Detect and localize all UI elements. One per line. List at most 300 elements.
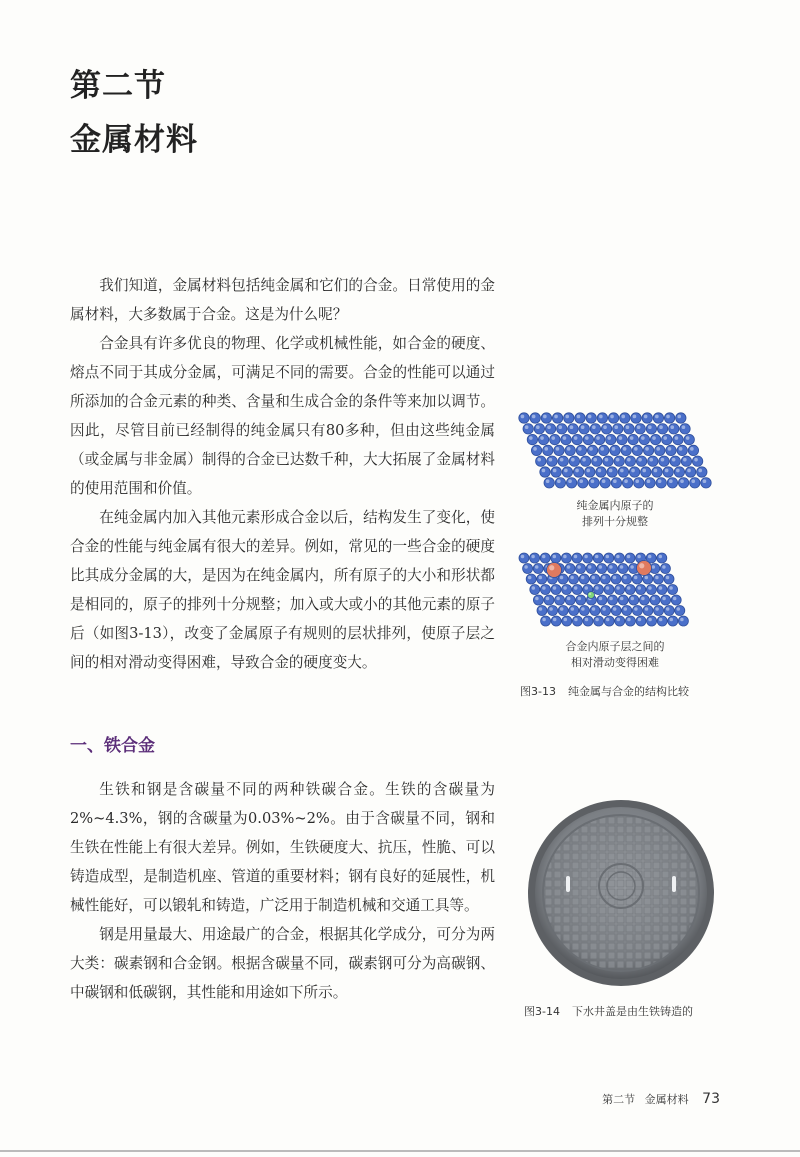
atom	[681, 456, 691, 466]
atom	[670, 456, 680, 466]
atom	[564, 413, 574, 423]
atom-highlight	[616, 555, 620, 559]
atom	[676, 413, 686, 423]
atom-highlight	[680, 618, 684, 622]
atom	[527, 434, 537, 444]
atom-highlight	[556, 597, 560, 601]
atom	[635, 424, 645, 434]
atom-highlight	[588, 565, 592, 569]
atom	[580, 456, 590, 466]
atom	[562, 467, 572, 477]
atom-highlight	[630, 565, 634, 569]
atom-highlight	[645, 576, 649, 580]
atom-highlight	[677, 415, 681, 419]
atom	[664, 413, 674, 423]
atom	[664, 606, 674, 616]
atom	[611, 574, 621, 584]
atom-highlight	[645, 447, 649, 451]
atom-highlight	[589, 593, 591, 595]
atom-highlight	[570, 576, 574, 580]
atom-highlight	[567, 565, 571, 569]
page-footer	[596, 1091, 720, 1107]
atom	[625, 553, 635, 563]
atom	[620, 413, 630, 423]
atom	[572, 616, 582, 626]
atom-highlight	[547, 425, 551, 429]
atom	[636, 616, 646, 626]
atom-highlight	[668, 447, 672, 451]
atom	[601, 424, 611, 434]
atom-highlight	[574, 436, 578, 440]
atom	[572, 585, 582, 595]
section-number: 第二节	[70, 68, 166, 104]
atom	[663, 467, 673, 477]
atom	[589, 478, 599, 488]
atom-highlight	[665, 469, 669, 473]
paragraph: 钢是用量最大、用途最广的合金，根据其化学成分，可分为两大类：碳素钢和合金钢。根据含碳量不同，碳素钢可分为高碳钢、中碳钢和低碳钢，其性能和用途如下所示。	[70, 926, 495, 1001]
atom	[680, 424, 690, 434]
atom-highlight	[683, 458, 687, 462]
atom	[562, 616, 572, 626]
atom-highlight	[525, 425, 529, 429]
atom-highlight	[647, 479, 651, 483]
atom	[643, 445, 653, 455]
figure-title: 下水井盖是由生铁铸造的	[571, 1005, 693, 1018]
atom-highlight	[549, 458, 553, 462]
atom-highlight	[536, 425, 540, 429]
section-heading-iron-alloy: 一、铁合金	[70, 736, 155, 756]
atom	[600, 478, 610, 488]
atom-highlight	[669, 586, 673, 590]
atom-highlight	[652, 597, 656, 601]
atom-highlight	[663, 436, 667, 440]
atom-highlight	[542, 469, 546, 473]
atom-highlight	[609, 597, 613, 601]
atom	[610, 445, 620, 455]
atom-highlight	[682, 425, 686, 429]
atom-highlight	[606, 618, 610, 622]
atom-highlight	[641, 597, 645, 601]
atom	[625, 585, 635, 595]
pure-metal-lattice-image	[516, 410, 716, 492]
atom-highlight	[679, 447, 683, 451]
atom-highlight	[672, 458, 676, 462]
atom-highlight	[595, 555, 599, 559]
atom-highlight	[652, 565, 656, 569]
atom-highlight	[614, 425, 618, 429]
atom	[608, 595, 618, 605]
atom-highlight	[567, 597, 571, 601]
atom	[642, 413, 652, 423]
atom-highlight	[652, 436, 656, 440]
atom-highlight	[648, 618, 652, 622]
paragraph: 我们知道，金属材料包括纯金属和它们的合金。日常使用的金属材料，大多数属于合金。这是为什么呢？	[70, 277, 495, 323]
atom-highlight	[575, 469, 579, 473]
atom-highlight	[641, 436, 645, 440]
atom	[565, 445, 575, 455]
atom-highlight	[542, 586, 546, 590]
atom-highlight	[528, 576, 532, 580]
atom	[662, 434, 672, 444]
atom	[625, 456, 635, 466]
atom-highlight	[655, 415, 659, 419]
atom	[523, 564, 533, 574]
atom-highlight	[581, 425, 585, 429]
atom	[565, 595, 575, 605]
pure-metal-caption	[540, 498, 690, 530]
atom	[669, 424, 679, 434]
atom	[664, 574, 674, 584]
atom	[594, 434, 604, 444]
atom	[631, 413, 641, 423]
atom-highlight	[661, 458, 665, 462]
atom	[576, 564, 586, 574]
atom-highlight	[574, 555, 578, 559]
atom-highlight	[631, 469, 635, 473]
paragraph: 在纯金属内加入其他元素形成合金以后，结构发生了变化，使合金的性能与纯金属有很大的差异。例如，常见的一些合金的硬度比其成分金属的大，是因为在纯金属内，所有原子的大小和形状都是相同的，原子的排列十分规整；加入或大或小的其他元素的原子后（如图3-13），改变了金属原子有规则的层状排列，使原子层之间的相对滑动变得困难，导致合金的硬度变大。	[70, 509, 495, 671]
atom-highlight	[588, 415, 592, 419]
atom	[575, 413, 585, 423]
atom	[547, 456, 557, 466]
atom	[604, 585, 614, 595]
atom	[597, 564, 607, 574]
atom-highlight	[524, 565, 528, 569]
atom	[604, 616, 614, 626]
atom-highlight	[529, 436, 533, 440]
atom	[551, 585, 561, 595]
atom	[661, 595, 671, 605]
atom-highlight	[609, 565, 613, 569]
atom-highlight	[627, 458, 631, 462]
atom	[648, 456, 658, 466]
atom-highlight	[543, 415, 547, 419]
atom-highlight	[676, 469, 680, 473]
atom	[568, 424, 578, 434]
atom	[629, 595, 639, 605]
atom	[607, 564, 617, 574]
atom-highlight	[658, 479, 662, 483]
atom-highlight	[556, 447, 560, 451]
figure-13-label	[520, 683, 689, 699]
atom-highlight	[533, 447, 537, 451]
page-title: 金属材料	[70, 122, 198, 158]
atom	[685, 467, 695, 477]
atom-highlight	[571, 458, 575, 462]
atom	[541, 413, 551, 423]
atom	[579, 606, 589, 616]
atom	[646, 424, 656, 434]
atom-highlight	[593, 458, 597, 462]
atom-highlight	[606, 555, 610, 559]
atom	[543, 445, 553, 455]
footer-title: 金属材料	[644, 1093, 689, 1106]
atom-highlight	[592, 576, 596, 580]
atom-highlight	[563, 586, 567, 590]
atom	[656, 478, 666, 488]
atom	[569, 606, 579, 616]
atom-highlight	[602, 479, 606, 483]
atom-highlight	[648, 425, 652, 429]
atom-highlight	[579, 479, 583, 483]
atom	[593, 553, 603, 563]
atom-highlight	[623, 576, 627, 580]
atom-highlight	[599, 415, 603, 419]
atom-highlight	[602, 576, 606, 580]
atom	[578, 478, 588, 488]
atom-highlight	[521, 415, 525, 419]
atom	[655, 445, 665, 455]
atom-highlight	[521, 555, 525, 559]
atom-highlight	[549, 565, 554, 570]
atom-highlight	[553, 586, 557, 590]
atom-highlight	[691, 479, 695, 483]
atom	[534, 424, 544, 434]
atom	[587, 445, 597, 455]
atom-highlight	[600, 447, 604, 451]
atom	[607, 467, 617, 477]
atom	[684, 434, 694, 444]
atom	[576, 595, 586, 605]
atom	[544, 595, 554, 605]
atom	[562, 585, 572, 595]
atom-highlight	[694, 458, 698, 462]
atom	[519, 413, 529, 423]
atom	[540, 467, 550, 477]
atom-highlight	[532, 586, 536, 590]
atom-highlight	[595, 586, 599, 590]
atom-highlight	[623, 447, 627, 451]
atom-highlight	[656, 447, 660, 451]
atom-highlight	[662, 597, 666, 601]
atom	[697, 467, 707, 477]
atom	[613, 424, 623, 434]
atom	[536, 456, 546, 466]
atom	[554, 445, 564, 455]
atom	[668, 616, 678, 626]
atom-highlight	[558, 425, 562, 429]
atom	[604, 553, 614, 563]
atom	[538, 434, 548, 444]
atom	[548, 606, 558, 616]
atom-highlight	[581, 576, 585, 580]
figure-number: 图3-14	[524, 1005, 560, 1018]
atom	[561, 434, 571, 444]
atom-highlight	[686, 436, 690, 440]
atom-highlight	[620, 597, 624, 601]
atom-highlight	[638, 458, 642, 462]
atom	[583, 553, 593, 563]
atom-highlight	[554, 415, 558, 419]
atom-highlight	[574, 618, 578, 622]
atom	[579, 574, 589, 584]
atom-highlight	[621, 415, 625, 419]
atom	[628, 434, 638, 444]
atom	[608, 413, 618, 423]
atom	[615, 616, 625, 626]
atom-highlight	[551, 436, 555, 440]
atom-highlight	[637, 425, 641, 429]
caption-line: 合金内原子层之间的	[565, 640, 665, 653]
atom	[657, 424, 667, 434]
atom-highlight	[616, 458, 620, 462]
atom-highlight	[599, 597, 603, 601]
atom	[618, 467, 628, 477]
atom-highlight	[677, 607, 681, 611]
atom	[519, 553, 529, 563]
atom-highlight	[627, 586, 631, 590]
atom	[569, 456, 579, 466]
atom-highlight	[673, 597, 677, 601]
atom	[611, 606, 621, 616]
atom	[629, 467, 639, 477]
atom-highlight	[609, 469, 613, 473]
atom	[596, 467, 606, 477]
atom-highlight	[539, 576, 543, 580]
atom	[632, 606, 642, 616]
atom	[615, 585, 625, 595]
atom	[530, 413, 540, 423]
atom-highlight	[574, 586, 578, 590]
atom	[583, 434, 593, 444]
atom	[632, 445, 642, 455]
atom-highlight	[619, 436, 623, 440]
atom-highlight	[675, 436, 679, 440]
atom	[657, 585, 667, 595]
atom	[652, 467, 662, 477]
atom-highlight	[568, 479, 572, 483]
atom	[671, 595, 681, 605]
atom	[541, 616, 551, 626]
atom	[673, 434, 683, 444]
atom-highlight	[586, 469, 590, 473]
atom-highlight	[624, 479, 628, 483]
atom-highlight	[599, 565, 603, 569]
atom	[688, 445, 698, 455]
atom-highlight	[585, 586, 589, 590]
atom-highlight	[535, 597, 539, 601]
atom-highlight	[537, 458, 541, 462]
figure-title: 纯金属与合金的结构比较	[567, 685, 689, 698]
atom	[573, 467, 583, 477]
atom	[586, 413, 596, 423]
atom	[618, 564, 628, 574]
atom-highlight	[564, 618, 568, 622]
atom	[588, 592, 595, 599]
atom	[540, 585, 550, 595]
atom-highlight	[630, 436, 634, 440]
atom	[639, 595, 649, 605]
atom-highlight	[560, 576, 564, 580]
atom-highlight	[626, 425, 630, 429]
atom	[530, 585, 540, 595]
atom-highlight	[549, 607, 553, 611]
atom-highlight	[613, 576, 617, 580]
atom-highlight	[670, 618, 674, 622]
atom-highlight	[602, 607, 606, 611]
atom-highlight	[606, 586, 610, 590]
atom	[614, 553, 624, 563]
atom-highlight	[659, 555, 663, 559]
atom	[636, 585, 646, 595]
atom	[572, 434, 582, 444]
atom	[645, 478, 655, 488]
atom-highlight	[645, 607, 649, 611]
atom	[531, 445, 541, 455]
atom-highlight	[649, 458, 653, 462]
atom	[537, 606, 547, 616]
atom	[637, 561, 652, 576]
atom-highlight	[659, 425, 663, 429]
atom-highlight	[598, 469, 602, 473]
atom	[551, 467, 561, 477]
atom-highlight	[578, 597, 582, 601]
atom	[592, 456, 602, 466]
figure-14-label	[524, 1003, 693, 1019]
atom	[523, 424, 533, 434]
atom	[634, 478, 644, 488]
atom-highlight	[687, 469, 691, 473]
atom-highlight	[544, 447, 548, 451]
atom	[692, 456, 702, 466]
atom-highlight	[581, 607, 585, 611]
atom	[544, 478, 554, 488]
atom-highlight	[560, 458, 564, 462]
atom-highlight	[560, 607, 564, 611]
atom	[643, 606, 653, 616]
atom-highlight	[648, 586, 652, 590]
atom-highlight	[644, 415, 648, 419]
atom-highlight	[634, 607, 638, 611]
intro-text	[70, 271, 495, 677]
atom-highlight	[542, 618, 546, 622]
atom	[555, 478, 565, 488]
atom-highlight	[670, 425, 674, 429]
caption-line: 排列十分规整	[582, 515, 648, 528]
atom-highlight	[690, 447, 694, 451]
atom	[657, 553, 667, 563]
atom	[576, 445, 586, 455]
atom	[674, 467, 684, 477]
atom-highlight	[612, 447, 616, 451]
atom-highlight	[553, 555, 557, 559]
atom-highlight	[655, 576, 659, 580]
atom-highlight	[638, 618, 642, 622]
atom	[593, 585, 603, 595]
atom	[641, 467, 651, 477]
atom	[654, 606, 664, 616]
page-number: 73	[702, 1091, 720, 1107]
atom	[545, 424, 555, 434]
atom	[624, 424, 634, 434]
atom-highlight	[563, 555, 567, 559]
atom-highlight	[603, 425, 607, 429]
atom	[590, 424, 600, 434]
atom	[551, 616, 561, 626]
atom	[601, 606, 611, 616]
atom	[647, 616, 657, 626]
atom-highlight	[680, 479, 684, 483]
atom	[622, 606, 632, 616]
atom	[646, 585, 656, 595]
atom-highlight	[642, 469, 646, 473]
atom-highlight	[531, 555, 535, 559]
atom	[653, 574, 663, 584]
atom	[590, 574, 600, 584]
atom	[550, 434, 560, 444]
atom	[537, 574, 547, 584]
atom-highlight	[591, 479, 595, 483]
atom-highlight	[557, 479, 561, 483]
